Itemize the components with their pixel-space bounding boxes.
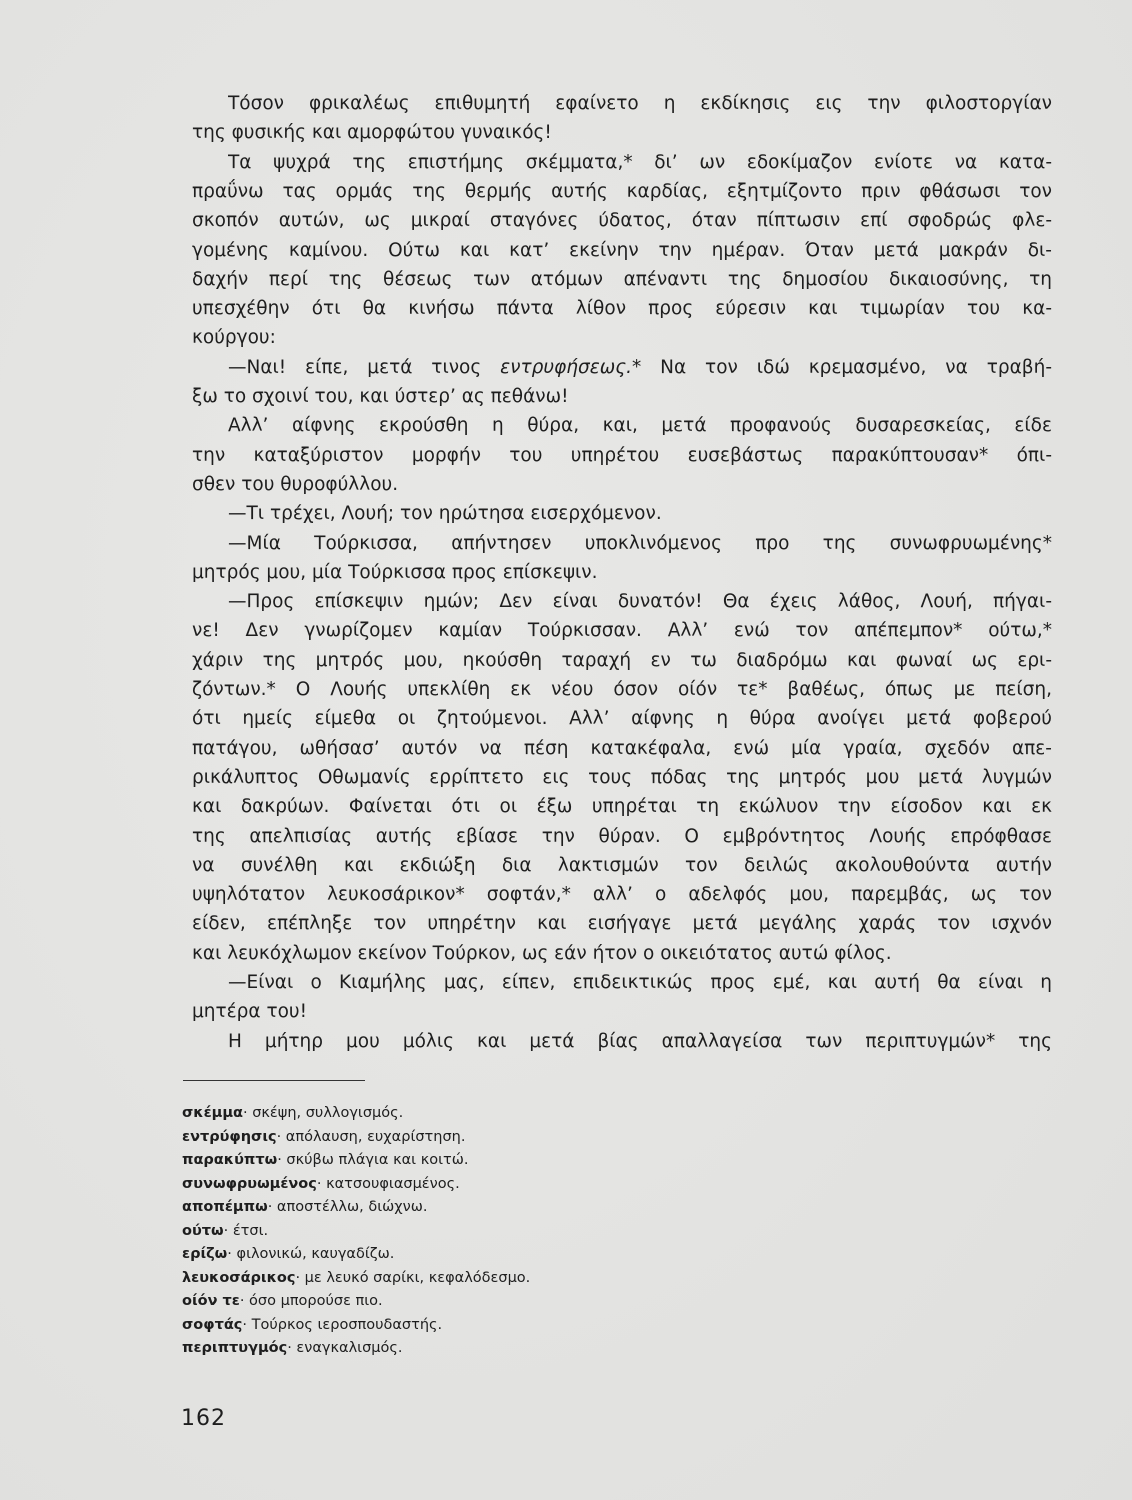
text-line: γομένης καμίνου. Ούτω και κατ’ εκείνην την ημέραν. Όταν μετά μακράν δι-	[192, 239, 1052, 261]
glossary-term: σοφτάς	[182, 1316, 243, 1333]
text-line: υψηλότατον λευκοσάρικον* σοφτάν,* αλλ’ ο αδελφός μου, παρεμβάς, ως τον	[192, 884, 1052, 906]
text-line: υπεσχέθην ότι θα κινήσω πάντα λίθον προς εύρεσιν και τιμωρίαν του κα-	[192, 298, 1052, 320]
glossary-separator: ·	[227, 1246, 237, 1262]
text-line: ότι ημείς είμεθα οι ζητούμενοι. Αλλ’ αίφνης η θύρα ανοίγει μετά φοβερού	[192, 708, 1052, 730]
glossary-separator: ·	[316, 1175, 327, 1192]
glossary-entry	[182, 1127, 465, 1147]
glossary-separator: ·	[239, 1293, 250, 1309]
text-line: είδεν, επέπληξε τον υπηρέτην και εισήγαγε μετά μεγάλης χαράς τον ισχνόν	[192, 913, 1052, 935]
text-line: μητέρα του!	[192, 1001, 308, 1023]
glossary-definition: όσο μπορούσε πιο.	[249, 1293, 383, 1309]
text-line: να συνέλθη και εκδιώξη δια λακτισμών τον δειλώς ακολουθούντα αυτήν	[192, 854, 1052, 876]
text-segment: —Ναι! είπε, μετά τινος	[228, 356, 501, 378]
glossary-entry	[182, 1315, 442, 1335]
glossary-entry	[182, 1150, 469, 1170]
text-line: Αλλ’ αίφνης εκρούσθη η θύρα, και, μετά προφανούς δυσαρεσκείας, είδε	[228, 415, 1052, 437]
text-line: χάριν της μητρός μου, ηκούσθη ταραχή εν τω διαδρόμω και φωναί ως ερι-	[192, 649, 1052, 671]
text-line: κούργου:	[192, 327, 276, 349]
glossary-entry	[182, 1291, 383, 1311]
glossary-term: ερίζω	[182, 1246, 228, 1262]
text-line: της απελπισίας αυτής εβίασε την θύραν. Ο εμβρόντητος Λουής επρόφθασε	[192, 825, 1052, 847]
glossary-term: περιπτυγμός	[182, 1340, 288, 1356]
glossary-term: σκέμμα	[182, 1105, 243, 1121]
glossary-term: εντρύφησις	[182, 1128, 277, 1145]
glossary-definition: εναγκαλισμός.	[296, 1340, 403, 1356]
glossary-separator: ·	[295, 1269, 305, 1286]
italic-word: εντρυφήσεως.	[500, 356, 632, 378]
glossary-term: οίόν τε	[182, 1293, 240, 1309]
glossary-term: παρακύπτω	[182, 1152, 278, 1168]
text-line: πατάγου, ωθήσασ’ αυτόν να πέση κατακέφαλα, ενώ μία γραία, σχεδόν απε-	[192, 737, 1052, 759]
glossary-separator: ·	[287, 1340, 297, 1356]
text-line: Τόσον φρικαλέως επιθυμητή εφαίνετο η εκδίκησις εις την φιλοστοργίαν	[228, 93, 1052, 114]
glossary-definition: έτσι.	[232, 1222, 269, 1239]
text-line: δαχήν περί της θέσεως των ατόμων απέναντι της δημοσίου δικαιοσύνης, τη	[192, 268, 1052, 290]
text-line: Η μήτηρ μου μόλις και μετά βίας απαλλαγείσα των περιπτυγμών* της	[228, 1030, 1052, 1052]
glossary-term: αποπέμπω	[182, 1199, 268, 1215]
glossary-separator: ·	[276, 1128, 286, 1145]
glossary-separator: ·	[242, 1316, 252, 1333]
footnote-rule	[183, 1080, 365, 1081]
text-line: πραΰνω τας ορμάς της θερμής αυτής καρδίας, εξητμίζοντο πριν φθάσωσι τον	[192, 180, 1052, 202]
text-line	[228, 355, 1052, 381]
text-line: ρικάλυπτος Οθωμανίς ερρίπτετο εις τους πόδας της μητρός μου μετά λυγμών	[192, 766, 1052, 788]
glossary-entry	[182, 1174, 460, 1194]
glossary-entry	[182, 1244, 394, 1264]
glossary-entry	[182, 1103, 403, 1123]
glossary-definition: σκύβω πλάγια και κοιτώ.	[286, 1152, 469, 1168]
glossary-entry	[182, 1221, 268, 1241]
text-line: και δακρύων. Φαίνεται ότι οι έξω υπηρέται τη εκώλυον την είσοδον και εκ	[192, 796, 1052, 818]
glossary-separator: ·	[223, 1222, 233, 1239]
glossary-definition: αποστέλλω, διώχνω.	[276, 1199, 428, 1215]
glossary-separator: ·	[267, 1199, 277, 1215]
text-line: ξω το σχοινί του, και ύστερ’ ας πεθάνω!	[192, 386, 569, 407]
text-line: Τα ψυχρά της επιστήμης σκέμματα,* δι’ ων εδοκίμαζον ενίοτε να κατα-	[228, 151, 1052, 173]
text-line: νε! Δεν γνωρίζομεν καμίαν Τούρκισσαν. Αλλ’ ενώ τον απέπεμπον* ούτω,*	[192, 620, 1052, 642]
glossary-entry	[182, 1268, 530, 1288]
glossary-term: λευκοσάρικος	[182, 1269, 296, 1286]
text-line: σθεν του θυροφύλλου.	[192, 473, 399, 495]
glossary-definition: με λευκό σαρίκι, κεφαλόδεσμο.	[304, 1269, 531, 1286]
glossary-definition: απόλαυση, ευχαρίστηση.	[285, 1128, 466, 1145]
text-line: —Μία Τούρκισσα, απήντησεν υποκλινόμενος προ της συνωφρυωμένης*	[228, 532, 1052, 554]
text-line: σκοπόν αυτών, ως μικραί σταγόνες ύδατος, όταν πίπτωσιν επί σφοδρώς φλε-	[192, 210, 1052, 232]
glossary-separator: ·	[277, 1152, 287, 1168]
text-segment: * Να τον ιδώ κρεμασμένο, να τραβή-	[631, 356, 1052, 378]
glossary-definition: σκέψη, συλλογισμός.	[252, 1105, 404, 1121]
text-line: και λευκόχλωμον εκείνον Τούρκον, ως εάν ήτον ο οικειότατος αυτώ φίλος.	[192, 942, 892, 964]
glossary-definition: κατσουφιασμένος.	[326, 1175, 460, 1192]
glossary-entry	[182, 1197, 428, 1217]
page-number: 162	[181, 1406, 226, 1431]
glossary-entry	[182, 1338, 403, 1358]
glossary-term: συνωφρυωμένος	[182, 1175, 317, 1192]
glossary-definition: φιλονικώ, καυγαδίζω.	[236, 1246, 395, 1262]
glossary-definition: Τούρκος ιεροσπουδαστής.	[251, 1316, 443, 1333]
text-line: —Τι τρέχει, Λουή; τον ηρώτησα εισερχόμενον.	[228, 503, 662, 525]
text-line: —Προς επίσκεψιν ημών; Δεν είναι δυνατόν! Θα έχεις λάθος, Λουή, πήγαι-	[228, 591, 1052, 613]
glossary-term: ούτω	[182, 1222, 224, 1239]
glossary-separator: ·	[242, 1105, 253, 1121]
text-line: της φυσικής και αμορφώτου γυναικός!	[192, 122, 552, 144]
text-line: μητρός μου, μία Τούρκισσα προς επίσκεψιν.	[192, 561, 598, 583]
text-line: την καταξύριστον μορφήν του υπηρέτου ευσεβάστως παρακύπτουσαν* όπι-	[192, 444, 1052, 466]
text-line: ζόντων.* Ο Λουής υπεκλίθη εκ νέου όσον οίόν τε* βαθέως, όπως με πείση,	[192, 679, 1052, 700]
text-line: —Είναι ο Κιαμήλης μας, είπεν, επιδεικτικώς προς εμέ, και αυτή θα είναι η	[228, 972, 1052, 993]
